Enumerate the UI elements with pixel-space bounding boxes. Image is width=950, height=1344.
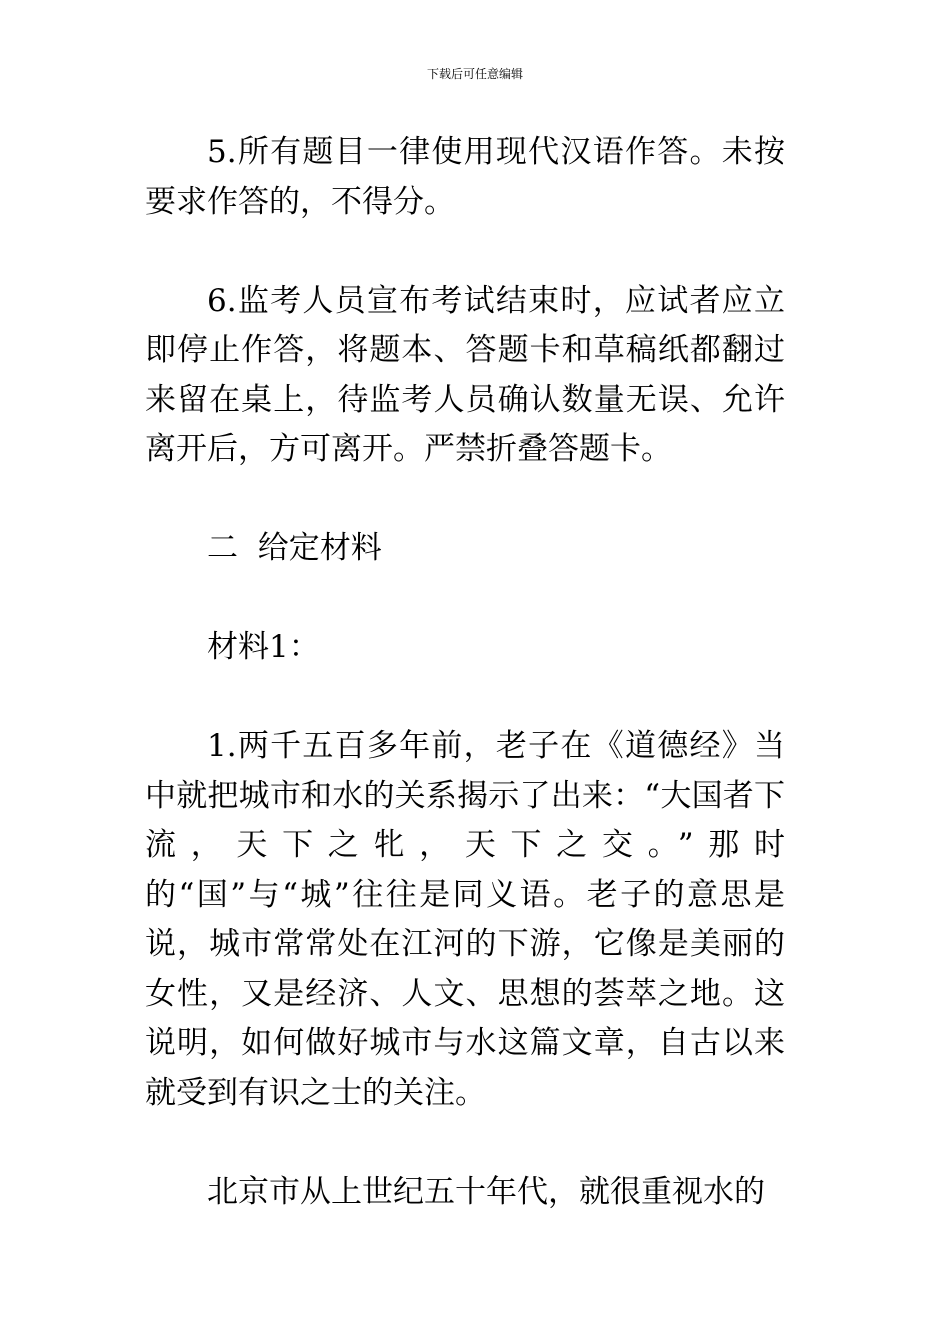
paragraph-gap <box>145 574 785 624</box>
paragraph-rule-5: 5.所有题目一律使用现代汉语作答。未按要求作答的，不得分。 <box>145 134 785 220</box>
paragraph-rule-6: 6.监考人员宣布考试结束时，应试者应立即停止作答，将题本、答题卡和草稿纸都翻过来留在桌上，待监考人员确认数量无误、允许离开后，方可离开。严禁折叠答题卡。 <box>145 282 785 467</box>
section-heading: 二 给定材料 <box>207 530 382 566</box>
paragraph-gap <box>145 475 785 525</box>
paragraph-beijing: 北京市从上世纪五十年代，就很重视水的 <box>207 1173 765 1210</box>
paragraph-gap <box>145 673 785 723</box>
header-note: 下载后可任意编辑 <box>426 67 523 81</box>
paragraph-material-1: 1.两千五百多年前，老子在《道德经》当中就把城市和水的关系揭示了出来：“大国者下流，天下之牝，天下之交。”那时的“国”与“城”往往是同义语。老子的意思是说，城市常常处在江河的下游，它像是美丽的女性，又是经济、人文、思想的荟萃之地。这说明，如何做好城市与水这篇文章，自古以来就受到有识之士的关注。 <box>145 728 785 1111</box>
document-body <box>145 128 785 1217</box>
material-heading: 材料1： <box>207 629 320 665</box>
paragraph-gap <box>145 1118 785 1168</box>
paragraph-gap <box>145 227 785 277</box>
